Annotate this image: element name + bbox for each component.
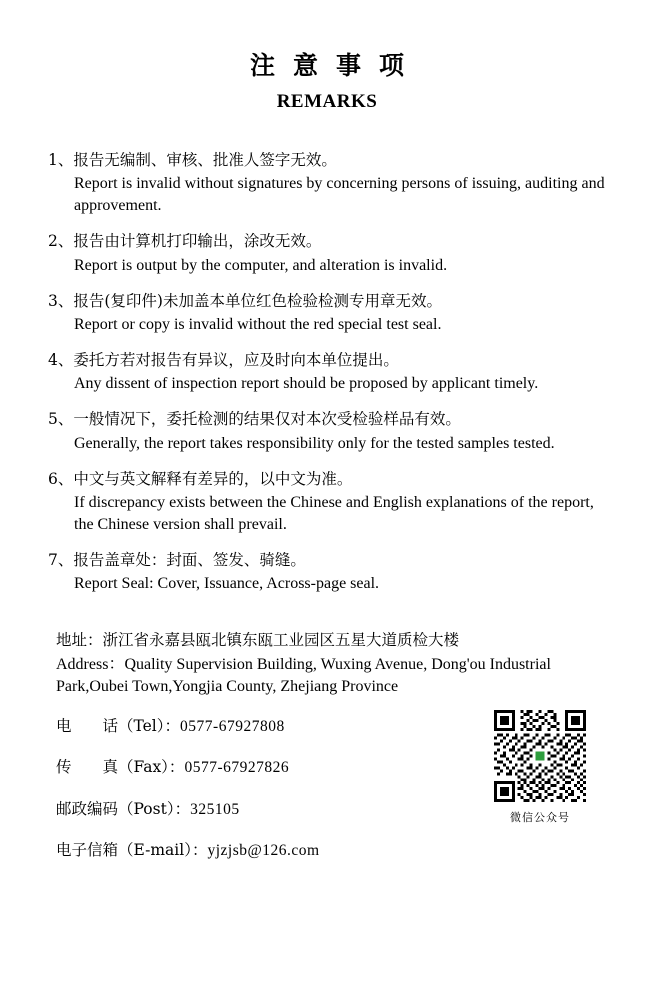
email-label: 电子信箱（E-mail）：: [56, 840, 208, 859]
remark-text-en: Report Seal: Cover, Issuance, Across-page seal.: [74, 575, 380, 593]
list-item: [48, 549, 614, 595]
list-item: [48, 149, 614, 217]
page-title-en: REMARKS: [276, 91, 378, 112]
remark-text-en: Generally, the report takes responsibility only for the tested samples tested.: [74, 434, 555, 452]
remark-text-cn: 5、一般情况下，委托检测的结果仅对本次受检验样品有效。: [48, 410, 461, 429]
email-value: yjzjsb@126.com: [207, 841, 320, 859]
contact-row-email: [56, 839, 614, 862]
remark-text-en: Report is invalid without signatures by concerning persons of issuing, auditing and approvement.: [74, 175, 605, 215]
address-en: Address：Quality Supervision Building, Wuxing Avenue, Dong'ou Industrial Park,Oubei Town,Yongjia County, Zhejiang Province: [56, 655, 551, 696]
remark-text-en: Report or copy is invalid without the red special test seal.: [74, 315, 442, 333]
address-cn: 地址：浙江省永嘉县瓯北镇东瓯工业园区五星大道质检大楼: [56, 631, 460, 650]
list-item: [48, 230, 614, 276]
remark-text-cn: 7、报告盖章处：封面、签发、骑缝。: [48, 551, 306, 570]
post-label: 邮政编码（Post）：: [56, 799, 191, 818]
list-item: [48, 349, 614, 395]
list-item: [48, 290, 614, 336]
remark-text-cn: 6、中文与英文解释有差异的，以中文为准。: [48, 469, 353, 488]
fax-label: 传 真（Fax）：: [56, 758, 185, 777]
fax-value: 0577-67927826: [184, 759, 290, 777]
qr-caption: 微信公众号: [510, 811, 570, 825]
contact-block: [40, 629, 614, 862]
remark-text-cn: 3、报告(复印件)未加盖本单位红色检验检测专用章无效。: [48, 291, 442, 310]
remark-text-en: Report is output by the computer, and alteration is invalid.: [74, 256, 448, 274]
list-item: [48, 468, 614, 536]
tel-value: 0577-67927808: [180, 718, 285, 736]
remark-text-en: Any dissent of inspection report should be proposed by applicant timely.: [74, 375, 539, 393]
page-title-cn: 注意事项: [249, 51, 422, 80]
list-item: [48, 408, 614, 454]
qr-code-icon: [491, 707, 589, 805]
remarks-list: [40, 149, 614, 595]
wechat-qr-block: [488, 707, 592, 825]
post-value: 325105: [190, 800, 240, 818]
remark-text-cn: 2、报告由计算机打印输出，涂改无效。: [48, 232, 322, 251]
tel-label: 电 话（Tel）：: [56, 717, 181, 736]
remark-text-cn: 1、报告无编制、审核、批准人签字无效。: [48, 151, 337, 169]
remark-text-cn: 4、委托方若对报告有异议，应及时向本单位提出。: [48, 351, 399, 370]
remark-text-en: If discrepancy exists between the Chinese and English explanations of the report, the Chinese version shall prevail.: [74, 493, 594, 534]
